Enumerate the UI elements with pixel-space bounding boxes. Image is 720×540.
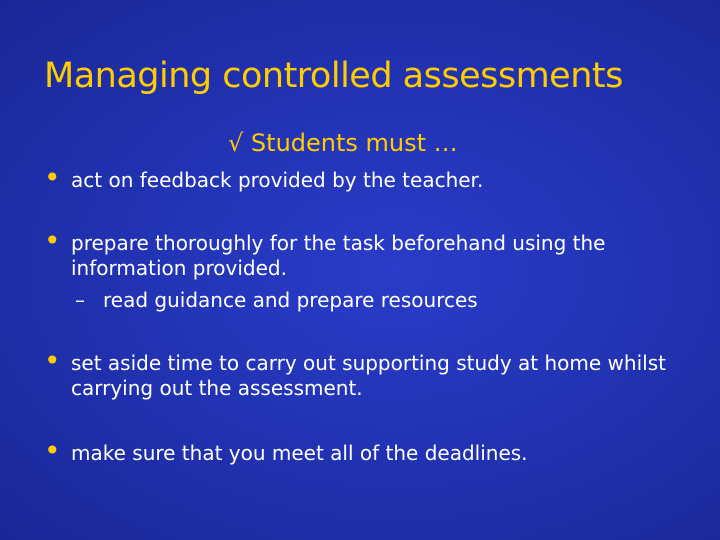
slide-subtitle: √ Students must … xyxy=(228,129,458,157)
bullet-item xyxy=(44,434,671,467)
bullet-item xyxy=(44,344,671,401)
bullet-text: set aside time to carry out supporting study at home whilst carrying out the assessment. xyxy=(71,351,666,400)
sub-bullet-item xyxy=(75,288,478,312)
bullet-item xyxy=(44,224,671,281)
bullet-marker: • xyxy=(44,224,61,257)
bullet-marker: • xyxy=(44,161,61,194)
bullet-item xyxy=(44,161,671,194)
bullet-text: prepare thoroughly for the task beforehand using the information provided. xyxy=(71,231,606,280)
bullet-text: make sure that you meet all of the deadlines. xyxy=(71,441,528,465)
bullet-marker: • xyxy=(44,434,61,467)
slide-title: Managing controlled assessments xyxy=(44,56,623,96)
sub-bullet-marker: – xyxy=(75,288,85,312)
bullet-text: act on feedback provided by the teacher. xyxy=(71,168,484,192)
sub-bullet-text: read guidance and prepare resources xyxy=(103,288,478,312)
bullet-marker: • xyxy=(44,344,61,377)
